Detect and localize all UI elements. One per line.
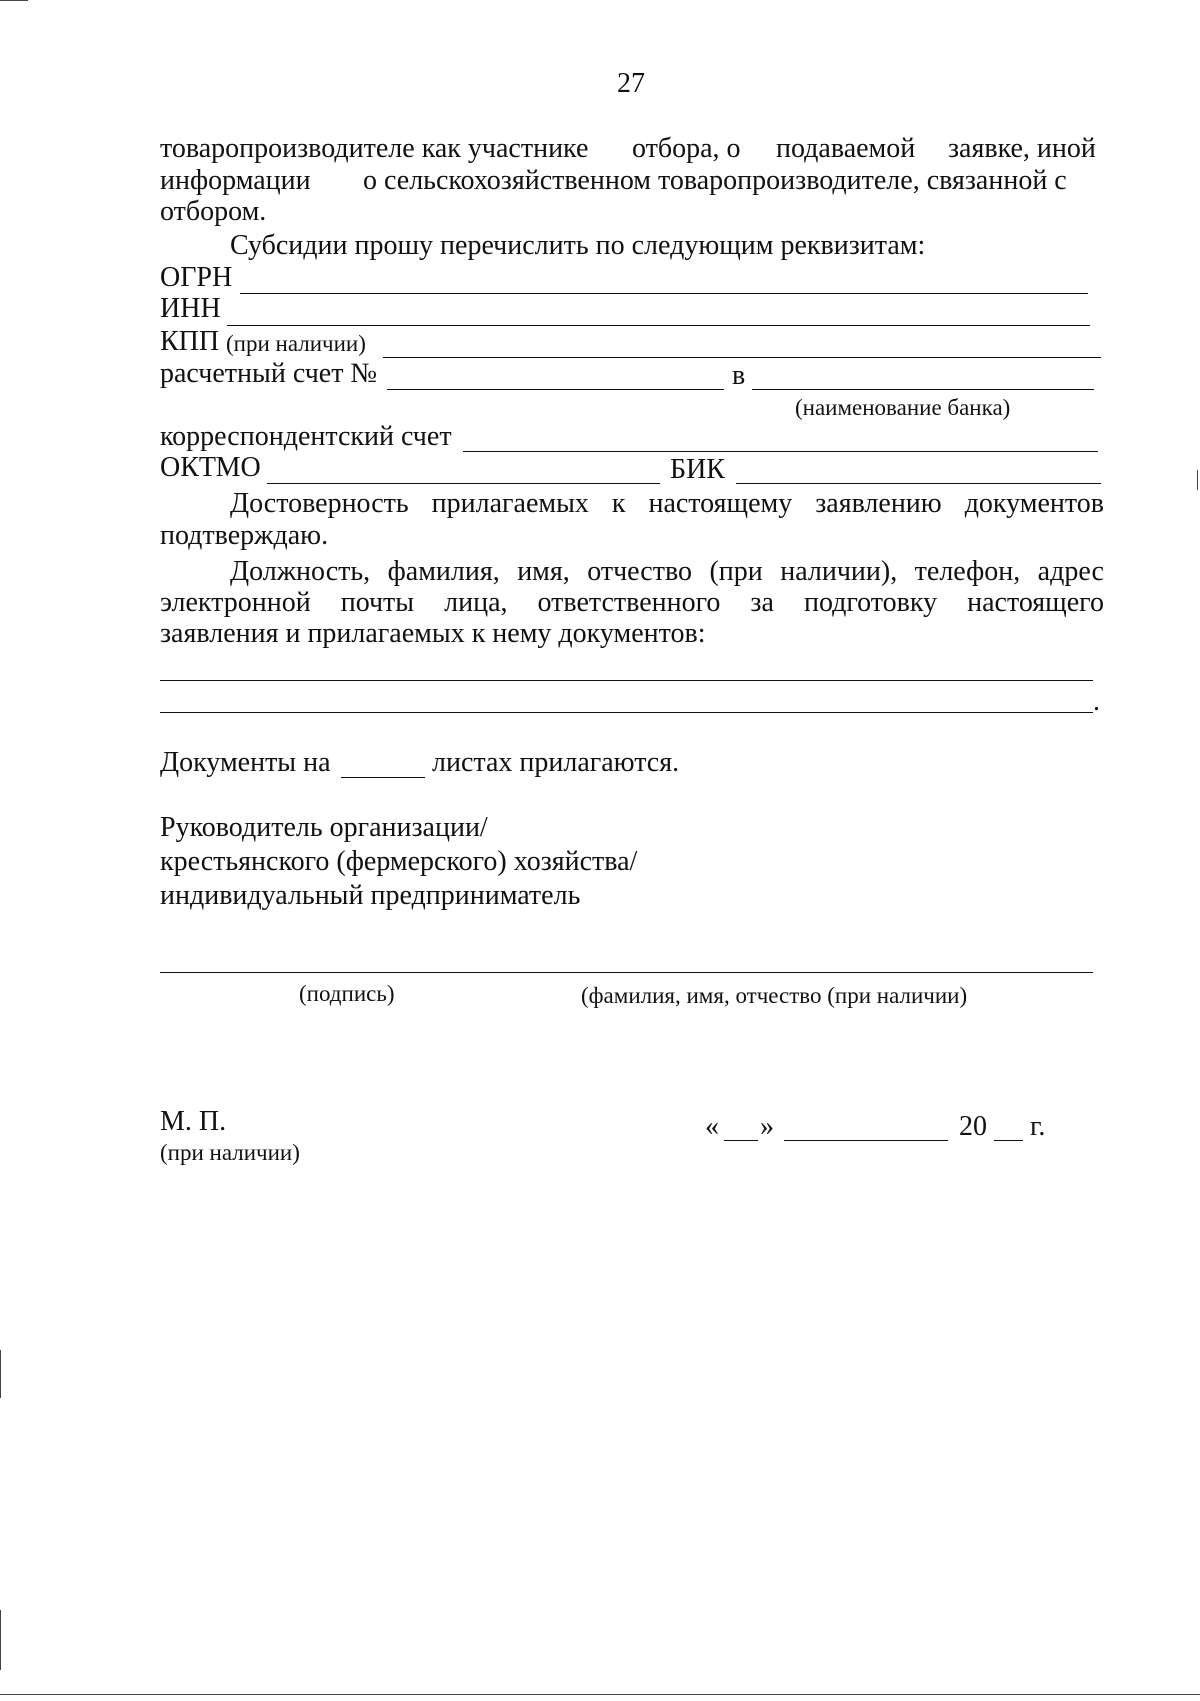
responsible-word: лица, (444, 587, 508, 618)
kpp-label: КПП (160, 326, 220, 357)
responsible-word: телефон, (914, 556, 1021, 587)
intro-line-1-part-4: заявке, иной (948, 133, 1096, 164)
intro-line-1-part-2: отбора, о (632, 133, 741, 164)
responsible-line-2 (160, 587, 1104, 619)
documents-suffix: листах прилагаются. (432, 747, 680, 778)
responsible-field-line-1[interactable] (160, 680, 1093, 681)
signatory-line-1: Руководитель организации/ (160, 812, 488, 843)
corr-account-field-line[interactable] (463, 451, 1098, 452)
stamp-label: М. П. (160, 1106, 227, 1137)
responsible-line-3: заявления и прилагаемых к нему документов: (160, 618, 706, 649)
intro-line-3: отбором. (160, 196, 267, 227)
confirm-word: документов (964, 488, 1104, 519)
scan-edge-mark (0, 1610, 1, 1670)
scan-edge-mark (1197, 470, 1198, 490)
responsible-word: фамилия, (387, 556, 500, 587)
scan-edge-mark (0, 1350, 1, 1398)
responsible-word: Должность, (230, 556, 371, 587)
confirm-word: заявлению (815, 488, 942, 519)
name-caption: (фамилия, имя, отчество (при наличии) (581, 983, 968, 1008)
scan-edge-mark (0, 0, 28, 1)
date-year-suffix: г. (1030, 1111, 1046, 1142)
account-field-line[interactable] (387, 389, 724, 390)
intro-line-1-part-3: подаваемой (776, 133, 916, 164)
responsible-word: настоящего (967, 587, 1104, 618)
responsible-word: подготовку (803, 587, 938, 618)
responsible-word: за (750, 587, 774, 618)
oktmo-label: ОКТМО (160, 452, 261, 483)
responsible-word: адрес (1037, 556, 1104, 587)
signatory-line-3: индивидуальный предприниматель (160, 880, 581, 911)
ogrn-label: ОГРН (160, 262, 233, 293)
responsible-word: электронной (160, 587, 311, 618)
responsible-end-period: . (1093, 686, 1100, 717)
requisites-heading: Субсидии прошу перечислить по следующим реквизитам: (230, 230, 926, 261)
date-month-field-line[interactable] (784, 1140, 948, 1141)
kpp-field-line[interactable] (383, 357, 1101, 358)
bik-label: БИК (670, 454, 725, 485)
inn-label: ИНН (160, 293, 221, 324)
confirm-word: настоящему (648, 488, 793, 519)
bank-caption: (наименование банка) (795, 395, 1011, 420)
confirm-word: прилагаемых (431, 488, 589, 519)
stamp-note: (при наличии) (160, 1140, 300, 1165)
scan-edge-mark (0, 1694, 1200, 1695)
date-year-field-line[interactable] (994, 1140, 1023, 1141)
intro-line-2-part-2: о сельскохозяйственном товаропроизводителе, связанной с (363, 165, 1067, 196)
signature-caption: (подпись) (299, 981, 395, 1006)
oktmo-field-line[interactable] (267, 483, 660, 484)
intro-line-2-part-1: информации (160, 165, 311, 196)
documents-prefix: Документы на (160, 747, 331, 778)
signatory-line-2: крестьянского (фермерского) хозяйства/ (160, 846, 638, 877)
responsible-field-line-2[interactable] (160, 712, 1093, 713)
intro-line-1-part-1: товаропроизводителе как участнике (160, 133, 589, 164)
kpp-note: (при наличии) (226, 331, 366, 356)
bank-field-line[interactable] (752, 389, 1094, 390)
signature-field-line[interactable] (160, 972, 1093, 973)
responsible-word: (при (709, 556, 763, 587)
confirm-word: Достоверность (230, 488, 409, 519)
account-label: расчетный счет № (160, 358, 378, 389)
inn-field-line[interactable] (227, 325, 1090, 326)
corr-account-label: корреспондентский счет (160, 421, 452, 452)
page-number: 27 (617, 68, 645, 99)
confirm-line-1 (230, 488, 1104, 520)
responsible-word: отчество (587, 556, 693, 587)
date-century: 20 (959, 1111, 987, 1142)
confirm-word: к (611, 488, 626, 519)
date-close-quote: » (760, 1111, 774, 1142)
confirm-line-2: подтверждаю. (160, 520, 329, 551)
responsible-word: имя, (517, 556, 570, 587)
in-label: в (732, 360, 746, 391)
ogrn-field-line[interactable] (240, 293, 1088, 294)
bik-field-line[interactable] (736, 483, 1101, 484)
responsible-word: наличии), (780, 556, 898, 587)
responsible-word: ответственного (537, 587, 721, 618)
date-open-quote: « (705, 1111, 719, 1142)
responsible-line-1 (230, 556, 1104, 588)
sheets-count-field-line[interactable] (341, 777, 425, 778)
responsible-word: почты (340, 587, 415, 618)
date-day-field-line[interactable] (724, 1140, 758, 1141)
